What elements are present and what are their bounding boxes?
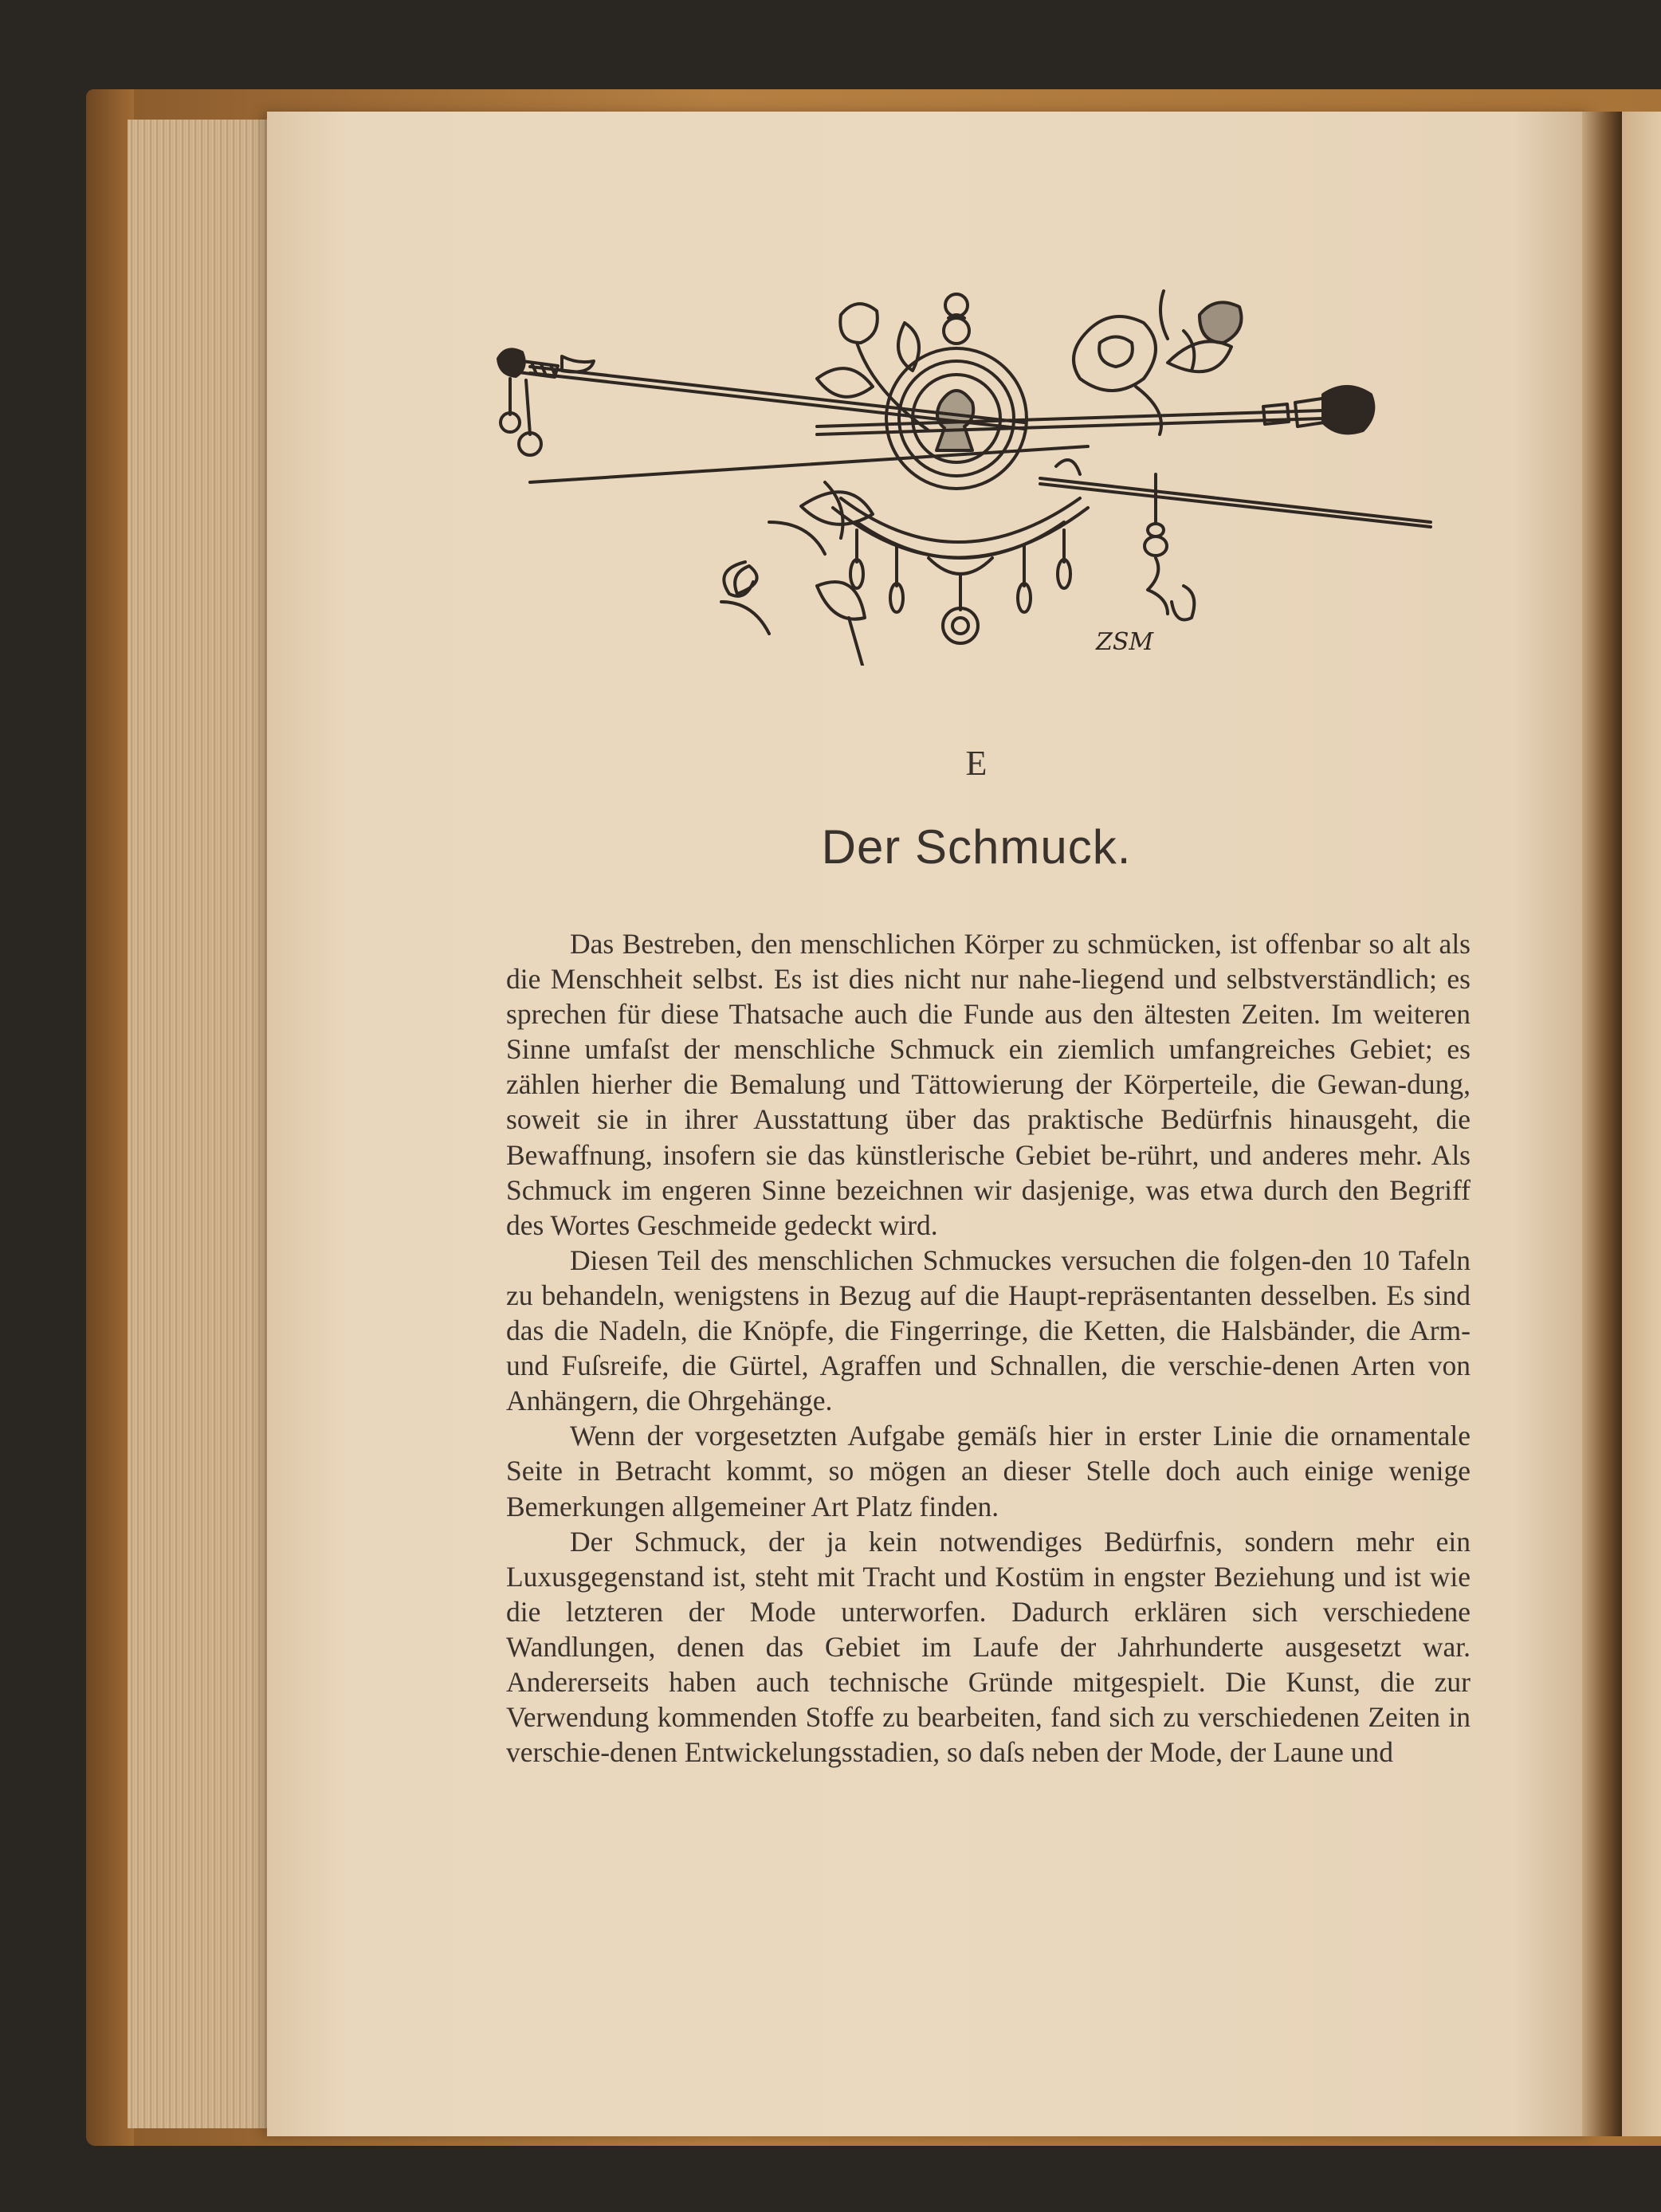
- vignette-signature: ZSM: [1096, 628, 1154, 656]
- book-cover-edge: [86, 89, 134, 2146]
- facing-page-edge: [1622, 112, 1661, 2136]
- book-gutter: [1582, 112, 1622, 2136]
- garland-illustration: [833, 474, 1168, 643]
- paragraph: Der Schmuck, der ja kein notwendiges Bedürfnis, sondern mehr ein Luxusgegenstand ist, steht mit Tracht und Kostüm in engster Beziehung und ist wie die letzteren der Mode unterworfen. Dadurch erklären sich verschiedene Wandlungen, denen das Gebiet im Laufe der Jahrhunderte ausgesetzt war. Andererseits haben auch technische Gründe mitgespielt. Die Kunst, die zur Verwendung kommenden Stoffe zu bearbeiten, fand sich zu verschiedenen Zeiten in verschie-denen Entwickelungsstadien, so daſs neben der Mode, der Laune und: [506, 1525, 1471, 1769]
- paragraph: Das Bestreben, den menschlichen Körper zu schmücken, ist offenbar so alt als die Menschheit selbst. Es ist dies nicht nur nahe-liegend und selbstverständlich; es sprechen für diese Thatsache auch die Funde aus den ältesten Zeiten. Im weiteren Sinne umfaſst der menschliche Schmuck ein ziemlich umfangreiches Gebiet; es zählen hierher die Bemalung und Tättowierung der Körperteile, die Gewan-dung, soweit sie in ihrer Ausstattung über das praktische Bedürfnis hinausgeht, die Bewaffnung, insofern sie das künstlerische Gebiet be-rührt, und anderes mehr. Als Schmuck im engeren Sinne bezeichnen wir dasjenige, was etwa durch den Begriff des Wortes Geschmeide gedeckt wird.: [506, 928, 1471, 1241]
- section-letter: E: [965, 744, 988, 783]
- rapier-illustration: [530, 446, 1431, 527]
- chapter-title: Der Schmuck.: [821, 820, 1132, 874]
- body-text: [506, 926, 1471, 1770]
- paragraph: Wenn der vorgesetzten Aufgabe gemäſs hier in erster Linie die ornamentale Seite in Betracht kommt, so mögen an dieser Stelle doch auch einige wenige Bemerkungen allgemeiner Art Platz finden.: [506, 1420, 1471, 1522]
- ornamental-vignette: [482, 283, 1447, 666]
- paragraph: Diesen Teil des menschlichen Schmuckes versuchen die folgen-den 10 Tafeln zu behandeln, wenigstens in Bezug auf die Haupt-repräsentanten desselben. Es sind das die Nadeln, die Knöpfe, die Fingerringe, die Ketten, die Halsbänder, die Arm- und Fuſsreife, die Gürtel, Agraffen und Schnallen, die verschie-denen Arten von Anhängern, die Ohrgehänge.: [506, 1244, 1471, 1417]
